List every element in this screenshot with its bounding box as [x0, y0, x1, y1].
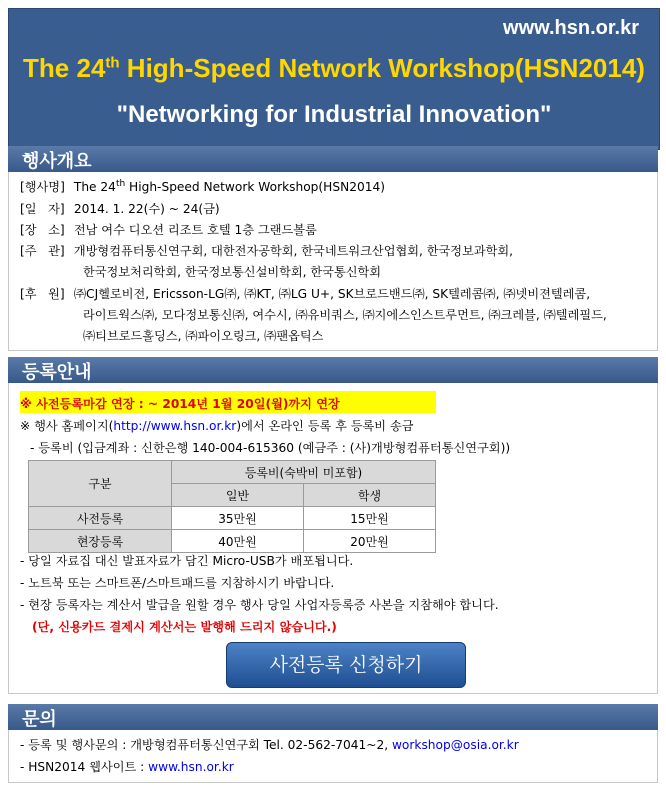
note-usb: - 당일 자료집 대신 발표자료가 담긴 Micro-USB가 배포됩니다. [20, 554, 354, 568]
fee-table-header-fee: 등록비(숙박비 미포함) [172, 461, 436, 484]
event-name-row: [행사명] The 24th High-Speed Network Workshop(HSN2014) [20, 178, 385, 194]
website-link[interactable]: www.hsn.or.kr [148, 760, 234, 774]
note-laptop: - 노트북 또는 스마트폰/스마트패드를 지참하시기 바랍니다. [20, 576, 335, 590]
fee-row-student: 15만원 [303, 507, 435, 530]
deadline-notice: ※ 사전등록마감 연장 : ~ 2014년 1월 20일(월)까지 연장 [20, 397, 340, 411]
page-subtitle: "Networking for Industrial Innovation" [116, 101, 552, 128]
table-row [29, 530, 436, 553]
contact-email-link[interactable]: workshop@osia.or.kr [391, 738, 519, 752]
host-row-cont: 한국정보처리학회, 한국정보통신설비학회, 한국통신학회 [83, 265, 382, 279]
contact-line: - 등록 및 행사문의 : 개방형컴퓨터통신연구회 Tel. 02-562-7041~2, workshop@osia.or.kr [20, 738, 519, 752]
section-header-contact: 문의 [8, 704, 658, 730]
overview-box [8, 172, 658, 351]
note-receipt: - 현장 등록자는 계산서 발급을 원할 경우 행사 당일 사업자등록증 사본을 지참해야 합니다. [20, 598, 499, 612]
section-header-registration: 등록안내 [8, 357, 658, 383]
sponsor-row: [후 원] ㈜CJ헬로비전, Ericsson-LG㈜, ㈜KT, ㈜LG U+, SK브로드밴드㈜, SK텔레콤㈜, ㈜넷비젼텔레콤, [20, 287, 591, 301]
fee-table-header-category: 구분 [29, 461, 172, 507]
fee-account: - 등록비 (입금계좌 : 신한은행 140-004-615360 (예금주 : (사)개방형컴퓨터통신연구회)) [30, 441, 511, 455]
site-url[interactable]: www.hsn.or.kr [503, 17, 639, 39]
homepage-notice: ※ 행사 홈페이지(http://www.hsn.or.kr)에서 온라인 등록 후 등록비 송금 [20, 419, 414, 433]
sponsor-row-cont2: ㈜티브로드홀딩스, ㈜파이오링크, ㈜팬옵틱스 [83, 329, 324, 343]
fee-row-general: 35만원 [172, 507, 304, 530]
section-header-overview: 행사개요 [8, 146, 658, 172]
note-credit-card: (단, 신용카드 결제시 계산서는 발행해 드리지 않습니다.) [32, 620, 337, 634]
page-title: The 24th High-Speed Network Workshop(HSN2014) [23, 53, 645, 83]
pre-registration-button[interactable]: 사전등록 신청하기 [226, 642, 466, 688]
fee-row-label: 현장등록 [29, 530, 172, 553]
fee-table-header-student: 학생 [303, 484, 435, 507]
date-row: [일 자] 2014. 1. 22(수) ~ 24(금) [20, 202, 220, 216]
fee-row-label: 사전등록 [29, 507, 172, 530]
host-row: [주 관] 개방형컴퓨터통신연구회, 대한전자공학회, 한국네트워크산업협회, 한국정보과학회, [20, 244, 514, 258]
fee-table-header-general: 일반 [172, 484, 304, 507]
fee-row-general: 40만원 [172, 530, 304, 553]
header-banner [8, 8, 660, 150]
sponsor-row-cont1: 라이트웍스㈜, 모다정보통신㈜, 여수시, ㈜유비쿼스, ㈜지에스인스트루먼트, ㈜크레블, ㈜텔레필드, [83, 308, 607, 322]
fee-row-student: 20만원 [303, 530, 435, 553]
website-line: - HSN2014 웹사이트 : www.hsn.or.kr [20, 760, 234, 774]
homepage-link[interactable]: http://www.hsn.or.kr [113, 419, 237, 433]
table-row [29, 507, 436, 530]
venue-row: [장 소] 전남 여수 디오션 리조트 호텔 1층 그랜드볼룸 [20, 223, 317, 237]
fee-table [28, 460, 436, 553]
